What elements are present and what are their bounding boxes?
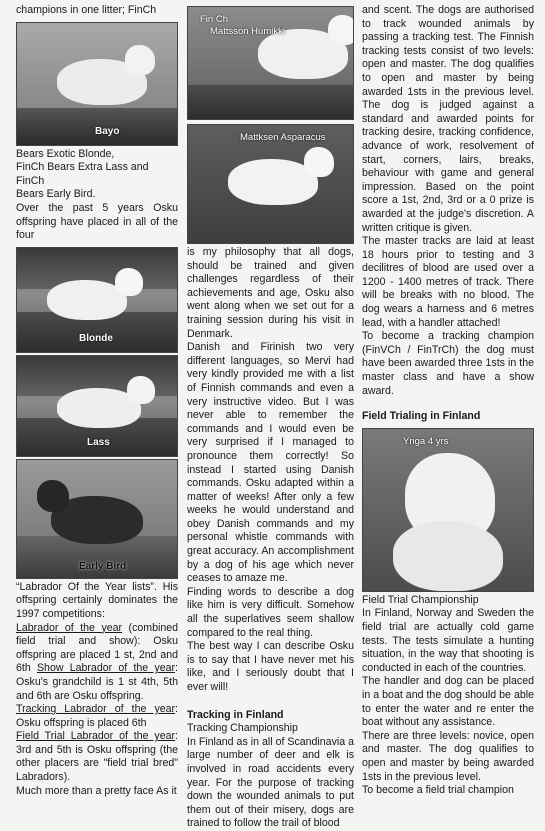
column-1 [16,0,178,798]
col3-p3: To become a tracking champion (FinVCh / FinTrCh) the dog must have been awarded three 1sts in the master class and have a show award. [362,330,534,397]
col3-p2: The master tracks are laid at least 18 hours prior to testing and 3 decilitres of blood are used over a 1200 - 1400 metres of track. There will be breaks with no blood. The dog wears a harness and 6 metres lead, with a handler attached! [362,235,534,329]
col2-p4: The best way I can describe Osku is to say that I have never met his like, and I seriously doubt that I ever will! [187,640,354,693]
photo-caption-humikki-2: Mattsson Humikki [210,26,285,37]
col2-p5: In Finland as in all of Scandinavia a large number of deer and elk is involved in road accidents every year. For the purpose of tracking down the wounded animals to put them out of their misery, dogs are trained to follow the trail of blood [187,735,354,830]
photo-blonde [16,247,178,353]
col1-show-text: : Osku's grandchild is 1 st 4th, 5th and 6th are Osku offspring. [16,662,178,702]
col3-sub-field: Field Trial Championship [362,593,479,606]
col2-heading-tracking: Tracking in Finland [187,708,284,721]
col3-p7: To become a field trial champion [362,784,514,797]
photo-caption-lass: Lass [87,437,110,449]
col1-show-title: Show Labrador of the year [36,662,176,675]
column-2 [187,0,354,831]
col1-lyl-title: Labrador of the year [16,621,123,634]
col1-track-text: : Osku offspring is placed 6th [16,703,178,729]
col2-p1: is my philosophy that all dogs, should be trained and given challenges regardless of their achievements and age, Osku also went along when we set out for a training session during his visit in Denmark. [187,246,354,340]
col3-p1: and scent. The dogs are authorised to track wounded animals by passing a tracking test. The Finnish tracking tests consist of two levels: open and master. The dog qualifies to open and master by being awarded 1sts in the previous level. The dog is judged against a standard and awarded points for tracking desire, tracking confidence, advance of work, resolvement of start, corners, lairs, breaks, behaviour with game and general impression. Based on the point score a 1st, 2nd, 3rd or a 0 prize is awarded at the judge's discretion. A written critique is given. [362,4,534,234]
col3-p4: In Finland, Norway and Sweden the field trial are actually cold game tests. The tests simulate a hunting situation, in the way that shooting is conducted in each of the countries. [362,607,534,674]
photo-early-bird [16,459,178,579]
col1-lyl: “Labrador Of the Year lists”. His offspring certainly dominates the 1997 competitions: [16,580,178,620]
col1-lyl-text: (combined field trial and show): Osku offspring are placed 1 st, 2nd and 6th [16,621,178,675]
col1-bears-3: Bears Early Bird. [16,188,96,201]
col2-p2: Danish and Firinish two very different languages, so Mervi had very kindly provided me with a list of Finnish commands and even a very instructive video. But I was never able to remember the commands and I would even be very surprised if I managed to pronounce them correctly! So instead I started using Danish commands. Osku adapted within a matter of weeks! After only a few weeks he would understand and obey Danish commands and my personal whistle commands with great accuracy. An accomplishment by a dog of his age which never ceases to amaze me. [187,341,354,585]
col1-lyl-line [16,622,178,704]
col3-heading-field: Field Trialing in Finland [362,410,481,423]
col2-p3: Finding words to describe a dog like him is very difficult. Somehow all the superlatives seem shallow compared to the real thing. [187,585,354,639]
photo-caption-asparacus: Mattksen Asparacus [240,132,326,143]
col1-bears-2: FinCh Bears Extra Lass and FinCh [16,161,149,187]
photo-asparacus [187,124,354,244]
photo-lass [16,355,178,457]
photo-caption-ynga: Ynga 4 yrs [403,435,449,447]
photo-bayo [16,22,178,146]
col1-ft-title: Field Trial Labrador of the year [16,730,176,743]
photo-caption-early-bird: Early Bird [79,561,127,573]
col1-over: Over the past 5 years Osku offspring have placed in all of the four [16,201,178,242]
col1-ft-line [16,730,178,784]
col1-track-line [16,703,178,730]
col1-bears-1: Bears Exotic Blonde, [16,147,115,160]
photo-humikki [187,6,354,120]
col2-sub-tracking: Tracking Championship [187,722,298,735]
col3-p6: There are three levels: novice, open and master. The dog qualifies to open and master by being awarded 1sts in the previous level. [362,729,534,783]
photo-caption-humikki-1: Fin Ch [200,14,228,25]
col1-intro: champions in one litter; FinCh [16,4,157,16]
col3-p5: The handler and dog can be placed in a boat and the dog should be able to enter the water and re enter the boat without any assistance. [362,675,534,729]
photo-ynga [362,428,534,592]
column-3 [362,0,534,798]
photo-caption-bayo: Bayo [95,126,120,137]
photo-caption-blonde: Blonde [79,333,113,345]
col1-much: Much more than a pretty face As it [16,784,177,797]
col1-track-title: Tracking Labrador of the year [16,703,176,716]
col1-ft-text: : 3rd and 5th is Osku offspring (the other placers are "field trial bred" Labradors). [16,730,178,784]
